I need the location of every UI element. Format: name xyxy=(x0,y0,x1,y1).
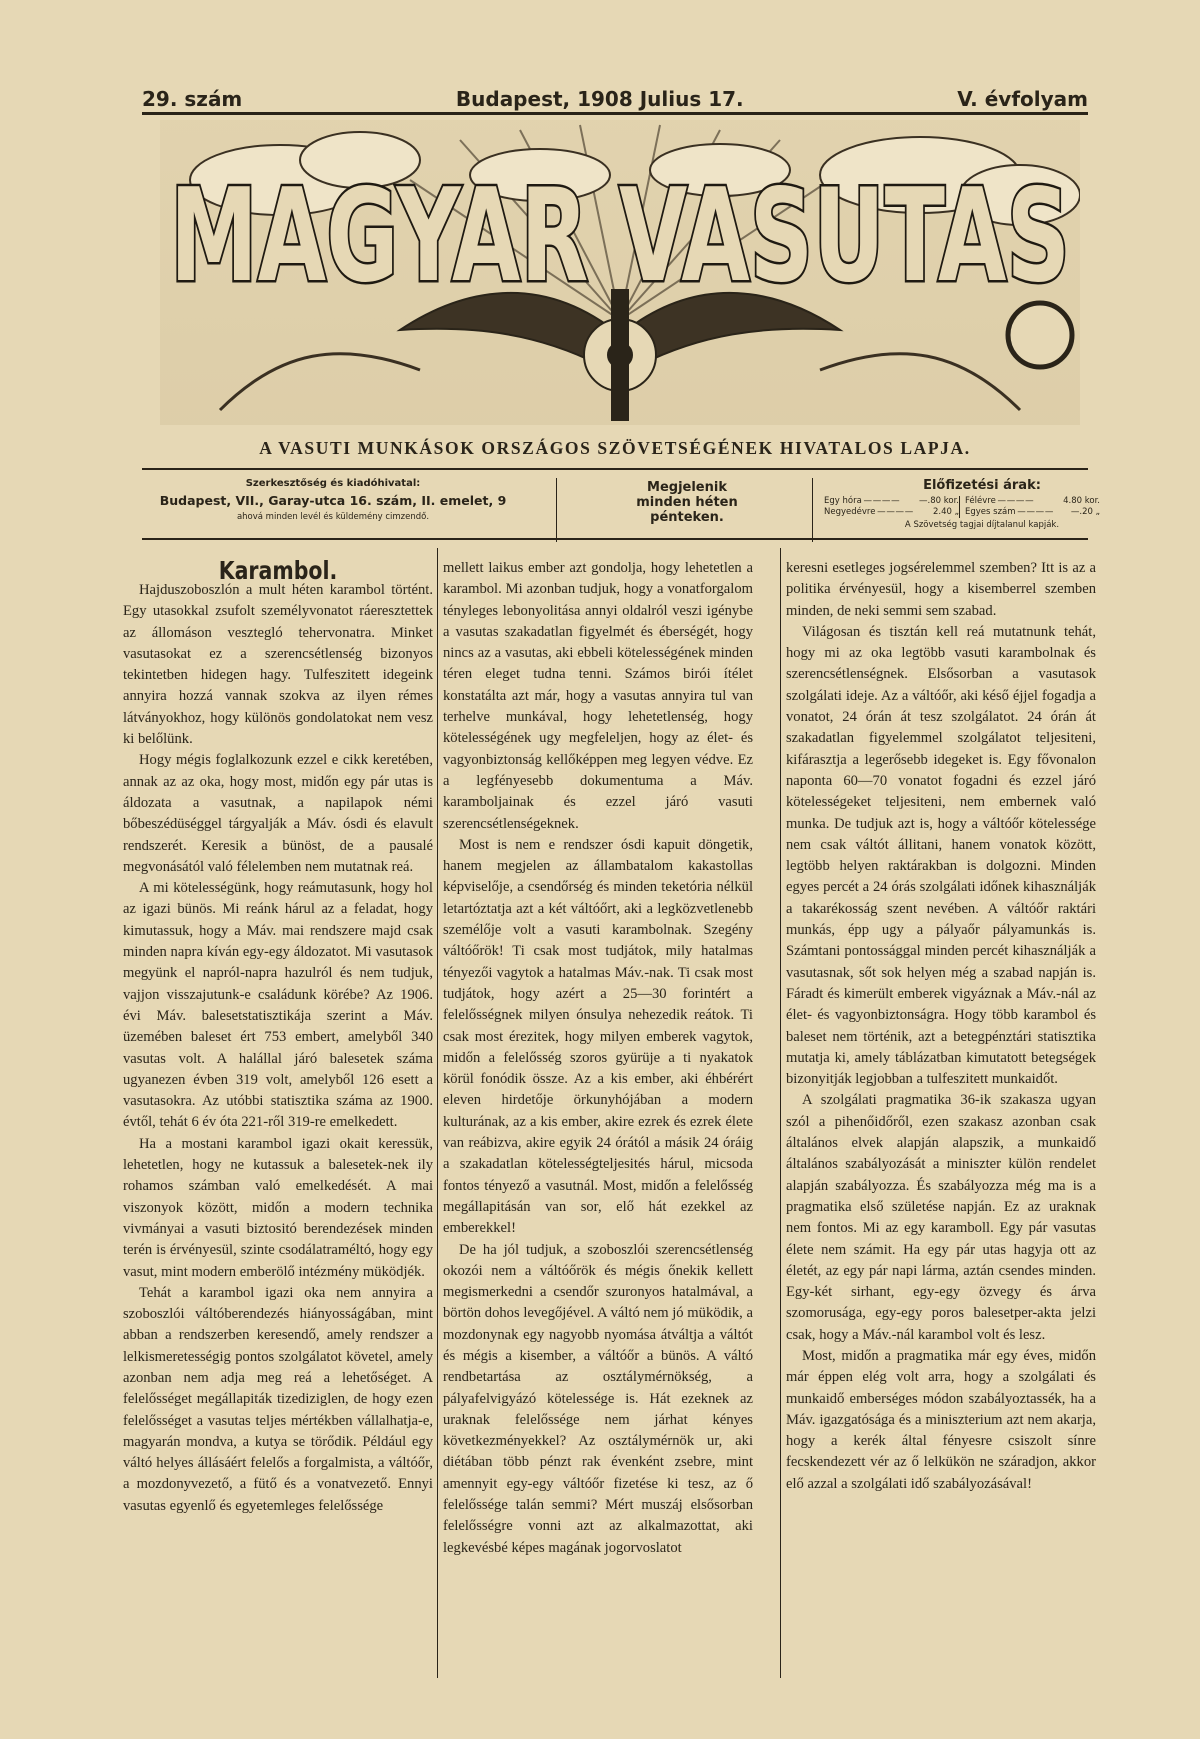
masthead-illustration xyxy=(160,120,1080,425)
price-row: Egyes szám — — — — —.20 „ xyxy=(965,507,1100,518)
info-divider xyxy=(556,478,557,542)
paragraph: A mi kötelességünk, hogy reámutasunk, hogy hol az igazi bünös. Mi reánk hárul az a feladat, hogy kimutassuk, hogy a Máv. mai rendszere majd csak minden napra kíván egy-egy áldozatot. Mi vasutasok megyünk el napról-napra hazulról és nem tudjuk, vajjon visszajutunk-e családunk körébe? Az 1906. évi Máv. balesetstatisztikája szerint a Máv. üzemében baleset ért 753 embert, amelyből 340 vasutas volt. A halállal járó balesetek száma ugyanezen évben 319 volt, amelyből 126 esett a vasutasokra. Az utóbbi statisztika száma az 1900. évtől, tehát 6 év óta 221-ről 319-re emelkedett. xyxy=(123,880,433,1131)
gear-icon xyxy=(1008,303,1072,367)
info-bottom-rule xyxy=(142,538,1088,540)
prices-note: A Szövetség tagjai díjtalanul kapják. xyxy=(904,520,1060,530)
paragraph: Hajduszoboszlón a mult héten karambol történt. Egy utasokkal zsufolt személyvonatot ráeresztettek az állomáson vesztegló tehervonatra. Minket vasutasokat ez a szerencsétlenség bizonyos tekintetben hidegen hagy. Tulfeszitett idegeink annyira hozzá vannak szokva az ilyen rémes látványokhoz, hogy különös gondolatokat nem vesz ki belőlünk. xyxy=(123,582,433,748)
column-divider xyxy=(437,548,438,1678)
office-note: ahová minden levél és küldemény cimzendő. xyxy=(236,512,430,522)
article-title: Karambol. xyxy=(218,556,338,585)
paragraph: keresni esetleges jogsérelemmel szemben? Itt is az a politika érvényesül, hogy a kisemberrel szemben minden, de neki semmi sem szabad. xyxy=(786,560,1096,619)
info-divider xyxy=(812,478,813,542)
publication-line-1: Megjelenik xyxy=(647,480,727,495)
price-row: Negyedévre — — — — 2.40 „ xyxy=(824,507,959,518)
paragraph: Tehát a karambol igazi oka nem annyira a szoboszlói váltóberendezés hiányosságában, mint abban a rendszerben keresendő, amely rendszer a lelkismeretességig pontos szolgálatot követel, amely azonban nem adja meg reá a lehetőséget. A felelősséget megállapiták tizediziglen, de hogy ezen felelősséget a vasutas teljes mértékben vállalhatja-e, magyarán mondva, a kutya se törődik. Például egy váltó helyes állásáért felelős a forgalmista, a váltóőr, a mozdonyvezető, a fütő és a vonatvezető. Ennyi vasutas egyenlő és egyetemleges felelőssége xyxy=(123,1284,433,1514)
masthead xyxy=(160,120,1080,425)
masthead-title: MAGYAR VASUTAS xyxy=(170,162,1070,311)
paragraph: A szolgálati pragmatika 36-ik szakasza ugyan szól a pihenőidőről, ezen szakasz azonban csak általános elvek alapján alapszik, a munkaidő általános szabályozását a miniszter külön rendelet alapján szabályozza. És szabályozza még ma is a pragmatika első születése napján. Ez az uraknak nem fontos. Mi az egy karamboll. Egy pár vasutas élete nem számit. Ha egy pár utas hagyja ott az életét, az egy pár napi lárma, aztán csendes minden. Egy-két sirhant, egy-egy özvegy és árva szomorusága, egy-egy poros balesetper-akta jelzi csak, hogy a Máv.-nál karambol volt és lesz. xyxy=(786,1092,1096,1343)
subscription-prices xyxy=(824,478,1100,530)
price-row: Egy hóra — — — — —.80 kor. xyxy=(824,496,959,507)
issue-line xyxy=(142,85,1088,113)
office-label: Szerkesztőség és kiadóhivatal: xyxy=(245,478,421,489)
masthead-tagline: A VASUTI MUNKÁSOK ORSZÁGOS SZÖVETSÉGÉNEK HIVATALOS LAPJA. xyxy=(259,438,971,458)
office-address: Budapest, VII., Garay-utca 16. szám, II. emelet, 9 xyxy=(159,493,507,508)
issue-volume: V. évfolyam xyxy=(957,87,1088,111)
paragraph: De ha jól tudjuk, a szoboszlói szerencsétlenség okozói nem a váltóőrök és mégis őnekik kellett megismerkedni a csendőr szuronyos hatalmával, a börtön dohos levegőjével. A váltó nem jó müködik, a mozdonynak egy nagyobb nyomása átváltja a váltót és mégis a kisember, a váltóőr a bünös. A váltó rendbetartása az osztálymérnökség, a pályafelvigyázó kötelessége is. Hát ezeknek az uraknak felelőssége nem járhat kényes következményekkel? Az osztálymérnök ur, aki diétában több pénzt rak évenként zsebre, mint amennyit egy-egy váltóőr fizetése ki tesz, az ő felelőssége talán semmi? Mért muszáj elsősorban felelősségre vonni azt az alkalmazottat, aki legkevésbé képes magának jogorvoslatot xyxy=(443,1241,753,1556)
paragraph: Most is nem e rendszer ósdi kapuit döngetik, hanem megjelen az állambatalom kakastollas képviselője, a csendőrség és minden teketória nélkül letartóztatja azt a két váltóőrt, aki a legközvetlenebb személője volt a vasuti karambolnak. Szegény váltóőrök! Ti csak most tudjátok, mily hatalmas tényezői vagytok a hatalmas Máv.-nak. Ti csak most tudjátok, hogy azért a 25—30 forintért a felelősségnek milyen ónsulya nehezedik reátok. Ti csak most érezitek, hogy milyen emberek vagytok, midőn a felelősség szoros gyürüje a ti nyakatok körül fonódik össze. Az a kis ember, aki éhbérért eleven hirdetője örkunyhójában a modern kulturának, az a kis ember, akire ezrek és ezrek élete van reábizva, akire egyik 24 órától a másik 24 óráig a szakadatlan kötelességteljesités hárul, micsoda fontos tényező a vasutnál. Most, midőn a felelősség megállapitásán van sor, elő hát ezekkel az emberekkel! xyxy=(443,836,753,1237)
publication-line-3: pénteken. xyxy=(650,510,724,525)
paragraph: Ha a mostani karambol igazi okait keressük, lehetetlen, hogy ne kutassuk a balesetek-nek ily rohamos számban való emelkedését. A mai viszonyok között, midőn a modern technika vivmányai a vasuti biztositó berendezések minden terén is érvényesül, szinte csodálatraméltó, hogy egy vasut, mint modern emberölő intézmény müködjék. xyxy=(123,1135,433,1280)
column-divider xyxy=(780,548,781,1678)
publication-line-2: minden héten xyxy=(636,495,738,510)
paragraph: Most, midőn a pragmatika már egy éves, midőn már éppen elég volt arra, hogy a szolgálati és munkaidő emberséges módon szabályoztassék, ha a Máv. igazgatósága és a miniszterium azt nem akarja, hogy a kerék által fényesre csiszolt sínre fecskendezett vér az ő lelkükön ne száradjon, akkor elő azzal a szolgálati idő szabályozásával! xyxy=(786,1347,1096,1492)
editorial-office xyxy=(118,478,548,522)
prices-title: Előfizetési árak: xyxy=(923,478,1041,493)
info-top-rule xyxy=(142,468,1088,470)
paragraph: Hogy mégis foglalkozunk ezzel e cikk keretében, annak az az oka, hogy most, midőn egy pár utas is áldozata a vasutnak, a napilapok némi bőbeszédüséggel tárgyalják a Máv. ósdi és elavult rendszerét. Keresik a bünöst, de a pausalé megvonásától való félelemben nem mutatnak reá. xyxy=(123,752,433,875)
paragraph: Világosan és tisztán kell reá mutatnunk tehát, hogy mi az oka legtöbb vasuti karambolnak és szerencsétlenségnek. Elsősorban a vasutasok szolgálati ideje. Az a váltóőr, aki késő éjjel fogadja a vonatot, 24 órán át tesz szolgálatot. 24 órán át szakadatlan figyelemmel szolgálatot teljesiteni, kifárasztja a legerősebb idegeket is. Egy fővonalon naponta 60—70 vonatot fogadni és ezzel járó kötelességeket teljesiteni, nem embernek való munka. De tudjuk azt is, hogy a váltóőr kötelessége nem csak váltót állitani, hanem vonatok között, legtöbb helyen raktárakban is dolgozni. Minden egyes percét a 24 órás szolgálati időnek kihasználják a takarékosság szent nevében. A váltóőr raktári munkás, épp ugy a pályaőr pályamunkás is. Számtani pontossággal minden percét kihasználják a vasutasnak, sőt sok helyen még a szabad napján is. Fáradt és kimerült emberek vigyáznak a Máv.-nál az élet- és vagyonbiztonságra. Hogy több karambol és baleset nem történik, azt a betegpénztári statisztika mutatja ki, amely táblázatban kimutatott betegségek bizonyitják legjobban a tulfeszitett munkaidőt. xyxy=(786,623,1096,1088)
issue-date: Budapest, 1908 Julius 17. xyxy=(455,87,744,111)
article-column-2 xyxy=(443,558,753,1559)
article-column-3 xyxy=(786,558,1096,1495)
publication-box xyxy=(562,480,812,542)
top-rule xyxy=(142,112,1088,115)
article-column-1 xyxy=(123,580,433,1517)
issue-number: 29. szám xyxy=(142,87,243,111)
price-row: Félévre — — — — 4.80 kor. xyxy=(965,496,1100,507)
info-band xyxy=(118,478,1100,538)
paragraph: mellett laikus ember azt gondolja, hogy lehetetlen a karambol. Mi azonban tudjuk, hogy a vonatforgalom tényleges lebonyolitása annyi oldalról veszi igénybe a vasutas szakadatlan figyelmét és éberségét, hogy nincs az a vasutas, aki ebbeli kötelességének minden téren eleget tudna tenni. Számos birói ítélet konstatálta azt már, hogy a vasutas annyira tul van terhelve munkával, hogy lehetetlenség, hogy kötelességének ugy megfeleljen, hogy az élet- és vagyonbiztonság kellőképpen meg legyen védve. Ez a legfényesebb dokumentuma a Máv. karamboljainak és ezzel járó vasuti szerencsétlenségeknek. xyxy=(443,560,753,832)
